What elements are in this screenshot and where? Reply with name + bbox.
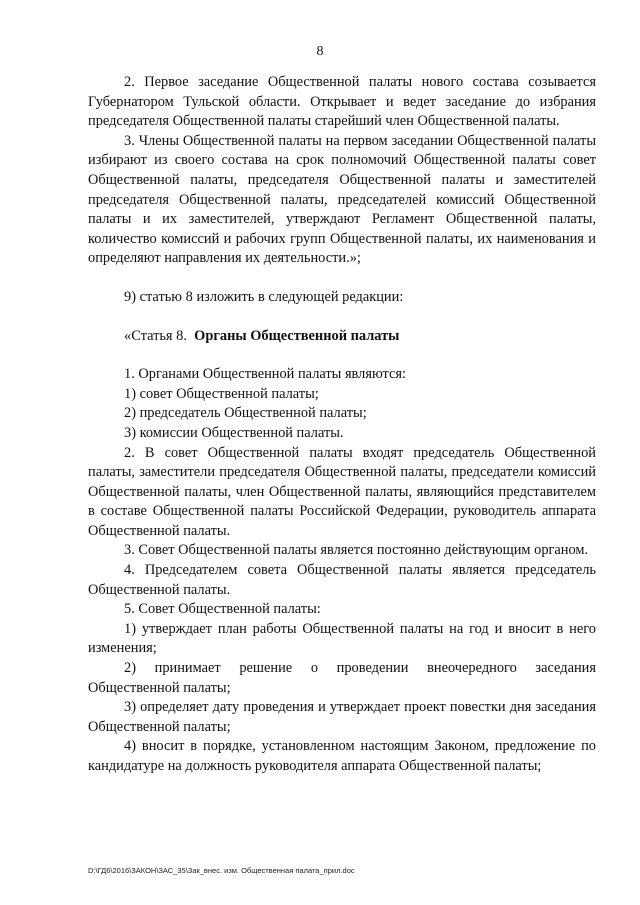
list-item-agenda: 3) определяет дату проведения и утверждает проект повестки дня заседания Общественной палаты; bbox=[88, 699, 596, 735]
list-item-extraordinary-session: 2) принимает решение о проведении внеочередного заседания Общественной палаты; bbox=[88, 660, 596, 696]
article-heading bbox=[88, 327, 596, 347]
page-number: 8 bbox=[316, 44, 324, 59]
spacer bbox=[88, 269, 596, 288]
paragraph-amendment-9: 9) статью 8 изложить в следующей редакции: bbox=[124, 288, 404, 305]
paragraph-council-chairman: 4. Председателем совета Общественной палаты является председатель Общественной палаты. bbox=[88, 562, 596, 598]
paragraph-council-powers: 5. Совет Общественной палаты: bbox=[124, 601, 321, 618]
article-title: Органы Общественной палаты bbox=[194, 327, 400, 344]
document-body bbox=[88, 73, 596, 777]
paragraph-organs-list-intro: 1. Органами Общественной палаты являются: bbox=[124, 366, 406, 383]
spacer bbox=[88, 308, 596, 327]
footer-file-path: D:\ГД6\2016\ЗАКОН\ЗАС_35\Зак_внес. изм. Общественная палата_прил.doc bbox=[88, 866, 355, 875]
paragraph-council-composition: 2. В совет Общественной палаты входят председатель Общественной палаты, заместители председателя Общественной палаты, председатели комиссий Общественной палаты, член Общественной палаты, являющийся представителем в составе Общественной палаты Российской Федерации, руководитель аппарата Общественной палаты. bbox=[88, 444, 596, 539]
list-item-work-plan: 1) утверждает план работы Общественной палаты на год и вносит в него изменения; bbox=[88, 620, 596, 657]
list-item-commissions: 3) комиссии Общественной палаты. bbox=[124, 424, 344, 441]
list-item-apparatus-head: 4) вносит в порядке, установленном настоящим Законом, предложение по кандидатуре на должность руководителя аппарата Общественной палаты; bbox=[88, 738, 596, 774]
spacer bbox=[88, 346, 596, 365]
list-item-chairman: 2) председатель Общественной палаты; bbox=[124, 405, 367, 422]
paragraph-council-permanent: 3. Совет Общественной палаты является постоянно действующим органом. bbox=[124, 542, 589, 559]
paragraph-members-elect: 3. Члены Общественной палаты на первом заседании Общественной палаты избирают из своего состава на срок полномочий Общественной палаты совет Общественной палаты, председателя Общественной палаты и заместителей председателя Общественной палаты, председателей комиссий Общественной палаты и их заместителей, утверждают Регламент Общественной палаты, количество комиссий и рабочих групп Общественной палаты, их наименования и определяют направления их деятельности.»; bbox=[88, 132, 596, 267]
list-item-council: 1) совет Общественной палаты; bbox=[124, 385, 319, 402]
article-number: «Статья 8. bbox=[124, 327, 187, 344]
paragraph-first-session: 2. Первое заседание Общественной палаты нового состава созывается Губернатором Тульской области. Открывает и ведет заседание до избрания председателя Общественной палаты старейший член Общественной палаты. bbox=[88, 74, 596, 130]
